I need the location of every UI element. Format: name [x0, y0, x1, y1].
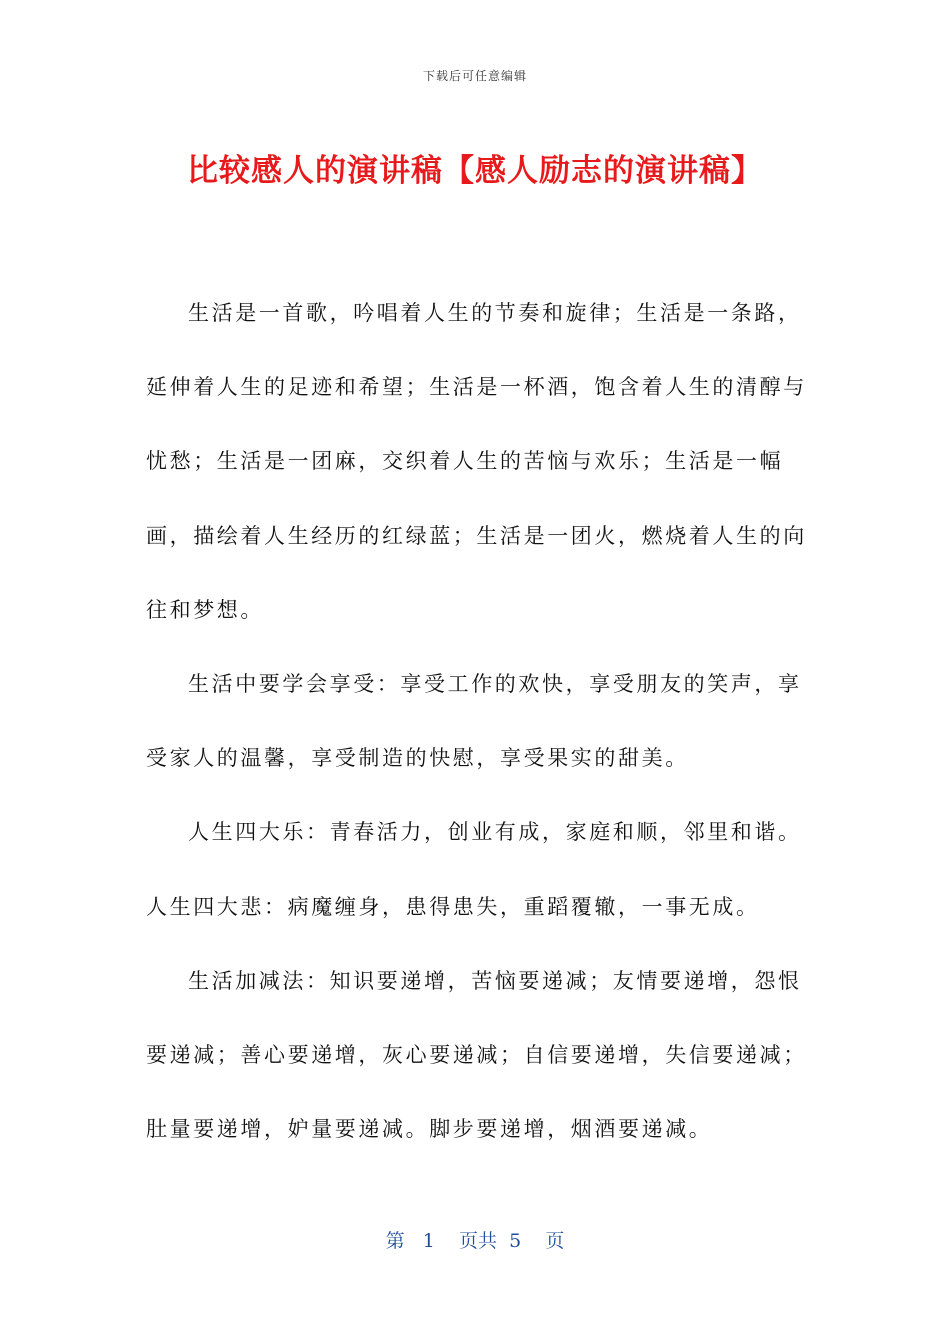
- total-pages-number: 5: [509, 1230, 522, 1252]
- header-note: 下载后可任意编辑: [422, 69, 527, 83]
- page-label-middle: 页共: [459, 1230, 498, 1252]
- paragraph-four-joys: 人生四大乐：青春活力，创业有成，家庭和顺，邻里和谐。: [188, 820, 802, 845]
- paragraph-life-arithmetic: 生活加减法：知识要递增，苦恼要递减；友情要递增，怨恨要递减；善心要递增，灰心要递减；自信要递增，失信要递减；肚量要递增，妒量要递减。脚步要递增，烟酒要递减。: [146, 968, 807, 1142]
- paragraph-life-metaphors: 生活是一首歌，吟唱着人生的节奏和旋律；生活是一条路，延伸着人生的足迹和希望；生活是一杯酒，饱含着人生的清醇与忧愁；生活是一团麻，交织着人生的苦恼与欢乐；生活是一幅画，描绘着人生经历的红绿蓝；生活是一团火，燃烧着人生的向往和梦想。: [146, 301, 807, 622]
- current-page-number: 1: [422, 1230, 435, 1252]
- page-footer: [0, 1226, 950, 1253]
- paragraph-enjoy-life: 生活中要学会享受：享受工作的欢快，享受朋友的笑声，享受家人的温馨，享受制造的快慰，享受果实的甜美。: [146, 672, 802, 771]
- page-label-suffix: 页: [545, 1230, 565, 1252]
- document-title: 比较感人的演讲稿【感人励志的演讲稿】: [187, 153, 763, 189]
- page-label-prefix: 第: [385, 1230, 405, 1252]
- document-body: [146, 276, 816, 1166]
- paragraph-four-sorrows: 人生四大悲：病魔缠身，患得患失，重蹈覆辙，一事无成。: [146, 894, 760, 919]
